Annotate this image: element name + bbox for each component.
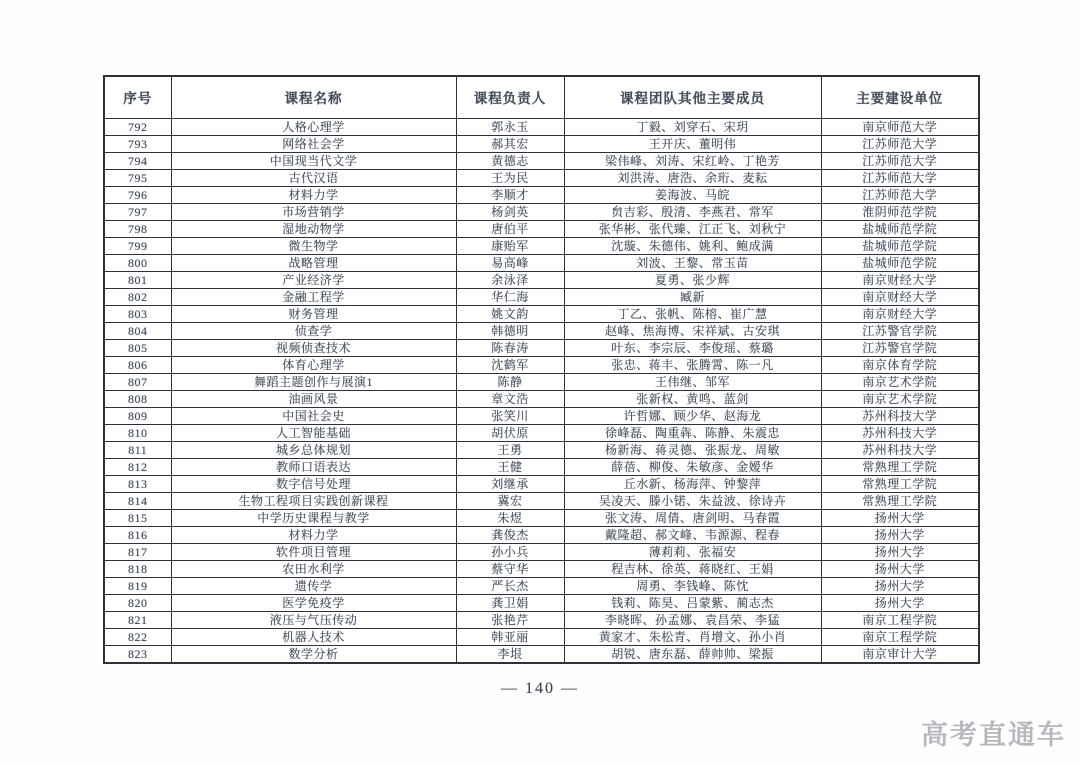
table-row bbox=[104, 169, 979, 186]
cell-course-leader: 余泳泽 bbox=[456, 271, 564, 288]
cell-course-leader: 李顺才 bbox=[456, 186, 564, 203]
cell-building-unit: 江苏师范大学 bbox=[821, 169, 979, 186]
table-row bbox=[104, 254, 979, 271]
table-row bbox=[104, 424, 979, 441]
cell-team-members: 臧新 bbox=[564, 288, 821, 305]
cell-building-unit: 南京财经大学 bbox=[821, 305, 979, 322]
table-row bbox=[104, 577, 979, 594]
cell-course-leader: 陈春涛 bbox=[456, 339, 564, 356]
table-row bbox=[104, 611, 979, 628]
cell-course-name: 城乡总体规划 bbox=[171, 441, 456, 458]
cell-index: 819 bbox=[104, 577, 171, 594]
cell-building-unit: 常熟理工学院 bbox=[821, 475, 979, 492]
cell-building-unit: 江苏警官学院 bbox=[821, 322, 979, 339]
table-row bbox=[104, 373, 979, 390]
cell-team-members: 胡锐、唐东磊、薛帅帅、梁振 bbox=[564, 645, 821, 663]
cell-course-name: 教师口语表达 bbox=[171, 458, 456, 475]
cell-course-leader: 刘继承 bbox=[456, 475, 564, 492]
cell-course-leader: 韩德明 bbox=[456, 322, 564, 339]
cell-course-leader: 郝其宏 bbox=[456, 135, 564, 152]
table-row bbox=[104, 118, 979, 135]
cell-building-unit: 扬州大学 bbox=[821, 577, 979, 594]
table-header-row bbox=[104, 76, 979, 118]
cell-team-members: 许哲娜、顾少华、赵海龙 bbox=[564, 407, 821, 424]
cell-course-name: 中学历史课程与教学 bbox=[171, 509, 456, 526]
cell-course-name: 中国社会史 bbox=[171, 407, 456, 424]
table-row bbox=[104, 628, 979, 645]
cell-building-unit: 南京财经大学 bbox=[821, 271, 979, 288]
cell-course-leader: 龚俊杰 bbox=[456, 526, 564, 543]
cell-course-leader: 康贻军 bbox=[456, 237, 564, 254]
cell-course-name: 农田水利学 bbox=[171, 560, 456, 577]
cell-index: 806 bbox=[104, 356, 171, 373]
cell-team-members: 张华彬、张代臻、江正飞、刘秋宁 bbox=[564, 220, 821, 237]
cell-building-unit: 南京体育学院 bbox=[821, 356, 979, 373]
table-row bbox=[104, 390, 979, 407]
cell-course-leader: 王勇 bbox=[456, 441, 564, 458]
cell-course-name: 人格心理学 bbox=[171, 118, 456, 135]
header-index: 序号 bbox=[104, 76, 171, 118]
cell-index: 815 bbox=[104, 509, 171, 526]
table-row bbox=[104, 458, 979, 475]
cell-course-leader: 姚文韵 bbox=[456, 305, 564, 322]
table-row bbox=[104, 543, 979, 560]
cell-building-unit: 南京工程学院 bbox=[821, 628, 979, 645]
cell-building-unit: 扬州大学 bbox=[821, 594, 979, 611]
cell-course-leader: 杨剑英 bbox=[456, 203, 564, 220]
cell-building-unit: 常熟理工学院 bbox=[821, 458, 979, 475]
cell-course-name: 医学免疫学 bbox=[171, 594, 456, 611]
cell-course-name: 遗传学 bbox=[171, 577, 456, 594]
cell-team-members: 钱莉、陈昊、吕蒙紫、蔺志杰 bbox=[564, 594, 821, 611]
cell-building-unit: 扬州大学 bbox=[821, 526, 979, 543]
cell-course-leader: 章文浩 bbox=[456, 390, 564, 407]
cell-index: 820 bbox=[104, 594, 171, 611]
cell-course-name: 古代汉语 bbox=[171, 169, 456, 186]
cell-index: 802 bbox=[104, 288, 171, 305]
cell-team-members: 薛蓓、柳俊、朱敏彦、金嫒华 bbox=[564, 458, 821, 475]
cell-team-members: 夏勇、张少辉 bbox=[564, 271, 821, 288]
cell-index: 816 bbox=[104, 526, 171, 543]
cell-building-unit: 南京财经大学 bbox=[821, 288, 979, 305]
cell-team-members: 吴凌天、滕小锘、朱益波、徐诗卉 bbox=[564, 492, 821, 509]
cell-index: 812 bbox=[104, 458, 171, 475]
cell-index: 817 bbox=[104, 543, 171, 560]
cell-team-members: 李晓晖、孙孟娜、袁昌荣、李猛 bbox=[564, 611, 821, 628]
table-row bbox=[104, 526, 979, 543]
table-row bbox=[104, 135, 979, 152]
cell-index: 798 bbox=[104, 220, 171, 237]
cell-building-unit: 江苏警官学院 bbox=[821, 339, 979, 356]
cell-course-name: 体育心理学 bbox=[171, 356, 456, 373]
cell-building-unit: 盐城师范学院 bbox=[821, 237, 979, 254]
header-building-unit: 主要建设单位 bbox=[821, 76, 979, 118]
cell-building-unit: 江苏师范大学 bbox=[821, 135, 979, 152]
cell-index: 803 bbox=[104, 305, 171, 322]
cell-course-name: 液压与气压传动 bbox=[171, 611, 456, 628]
table-row bbox=[104, 203, 979, 220]
cell-building-unit: 苏州科技大学 bbox=[821, 424, 979, 441]
table-row bbox=[104, 441, 979, 458]
cell-course-leader: 郭永玉 bbox=[456, 118, 564, 135]
cell-index: 822 bbox=[104, 628, 171, 645]
cell-index: 794 bbox=[104, 152, 171, 169]
cell-course-leader: 张笑川 bbox=[456, 407, 564, 424]
cell-team-members: 张忠、蒋丰、张腾霄、陈一凡 bbox=[564, 356, 821, 373]
cell-building-unit: 苏州科技大学 bbox=[821, 441, 979, 458]
cell-index: 807 bbox=[104, 373, 171, 390]
page-number: — 140 — bbox=[501, 680, 579, 697]
cell-building-unit: 盐城师范学院 bbox=[821, 254, 979, 271]
table-row bbox=[104, 271, 979, 288]
cell-course-leader: 李垠 bbox=[456, 645, 564, 663]
cell-course-name: 数字信号处理 bbox=[171, 475, 456, 492]
cell-building-unit: 常熟理工学院 bbox=[821, 492, 979, 509]
header-course-name: 课程名称 bbox=[171, 76, 456, 118]
cell-building-unit: 扬州大学 bbox=[821, 560, 979, 577]
cell-building-unit: 江苏师范大学 bbox=[821, 186, 979, 203]
cell-team-members: 贠吉彩、殷清、李燕君、常军 bbox=[564, 203, 821, 220]
cell-index: 818 bbox=[104, 560, 171, 577]
cell-course-name: 舞蹈主题创作与展演1 bbox=[171, 373, 456, 390]
cell-team-members: 叶东、李宗辰、李俊瑶、蔡璐 bbox=[564, 339, 821, 356]
table-row bbox=[104, 152, 979, 169]
cell-course-leader: 唐伯平 bbox=[456, 220, 564, 237]
cell-course-name: 油画风景 bbox=[171, 390, 456, 407]
cell-building-unit: 江苏师范大学 bbox=[821, 152, 979, 169]
cell-course-name: 材料力学 bbox=[171, 526, 456, 543]
cell-index: 821 bbox=[104, 611, 171, 628]
cell-team-members: 程吉林、徐英、蒋晓红、王娟 bbox=[564, 560, 821, 577]
cell-index: 800 bbox=[104, 254, 171, 271]
cell-building-unit: 盐城师范学院 bbox=[821, 220, 979, 237]
table-row bbox=[104, 288, 979, 305]
cell-building-unit: 扬州大学 bbox=[821, 543, 979, 560]
cell-course-leader: 严长杰 bbox=[456, 577, 564, 594]
cell-team-members: 丘水新、杨海萍、钟黎萍 bbox=[564, 475, 821, 492]
table-row bbox=[104, 560, 979, 577]
cell-course-leader: 张艳芹 bbox=[456, 611, 564, 628]
cell-index: 814 bbox=[104, 492, 171, 509]
cell-course-name: 软件项目管理 bbox=[171, 543, 456, 560]
table-row bbox=[104, 356, 979, 373]
cell-course-leader: 蔡守华 bbox=[456, 560, 564, 577]
table-row bbox=[104, 475, 979, 492]
cell-course-name: 产业经济学 bbox=[171, 271, 456, 288]
cell-course-name: 视频侦查技术 bbox=[171, 339, 456, 356]
table-row bbox=[104, 305, 979, 322]
cell-index: 793 bbox=[104, 135, 171, 152]
cell-building-unit: 南京工程学院 bbox=[821, 611, 979, 628]
cell-course-name: 机器人技术 bbox=[171, 628, 456, 645]
cell-course-name: 中国现当代文学 bbox=[171, 152, 456, 169]
cell-team-members: 沈璇、朱德伟、姚利、鲍成满 bbox=[564, 237, 821, 254]
cell-team-members: 姜海波、马皖 bbox=[564, 186, 821, 203]
cell-building-unit: 南京审计大学 bbox=[821, 645, 979, 663]
cell-team-members: 王开庆、董明伟 bbox=[564, 135, 821, 152]
cell-course-leader: 孙小兵 bbox=[456, 543, 564, 560]
cell-building-unit: 扬州大学 bbox=[821, 509, 979, 526]
cell-course-leader: 龚卫娟 bbox=[456, 594, 564, 611]
table-row bbox=[104, 339, 979, 356]
cell-team-members: 周勇、李钱峰、陈忱 bbox=[564, 577, 821, 594]
table-row bbox=[104, 407, 979, 424]
cell-team-members: 梁伟峰、刘涛、宋红岭、丁艳芳 bbox=[564, 152, 821, 169]
cell-team-members: 刘波、王黎、常玉苗 bbox=[564, 254, 821, 271]
cell-index: 804 bbox=[104, 322, 171, 339]
cell-index: 823 bbox=[104, 645, 171, 663]
cell-team-members: 薄莉莉、张福安 bbox=[564, 543, 821, 560]
table-row bbox=[104, 594, 979, 611]
cell-course-name: 侦查学 bbox=[171, 322, 456, 339]
cell-building-unit: 南京师范大学 bbox=[821, 118, 979, 135]
cell-index: 797 bbox=[104, 203, 171, 220]
cell-course-name: 财务管理 bbox=[171, 305, 456, 322]
cell-index: 808 bbox=[104, 390, 171, 407]
cell-building-unit: 南京艺术学院 bbox=[821, 390, 979, 407]
cell-team-members: 王伟继、邹军 bbox=[564, 373, 821, 390]
cell-course-leader: 沈鹤军 bbox=[456, 356, 564, 373]
cell-course-leader: 王健 bbox=[456, 458, 564, 475]
cell-course-name: 战略管理 bbox=[171, 254, 456, 271]
cell-team-members: 张文涛、周倩、唐剑明、马春霞 bbox=[564, 509, 821, 526]
cell-building-unit: 南京艺术学院 bbox=[821, 373, 979, 390]
cell-team-members: 戴隆超、郝文峰、韦源源、程春 bbox=[564, 526, 821, 543]
table-row bbox=[104, 645, 979, 663]
cell-index: 795 bbox=[104, 169, 171, 186]
table-row bbox=[104, 509, 979, 526]
cell-index: 796 bbox=[104, 186, 171, 203]
cell-index: 805 bbox=[104, 339, 171, 356]
cell-team-members: 丁乙、张帆、陈榕、崔广慧 bbox=[564, 305, 821, 322]
cell-building-unit: 苏州科技大学 bbox=[821, 407, 979, 424]
course-list-table bbox=[103, 75, 980, 664]
table-row bbox=[104, 220, 979, 237]
cell-team-members: 徐峰磊、陶重犇、陈静、朱震忠 bbox=[564, 424, 821, 441]
cell-course-leader: 朱煜 bbox=[456, 509, 564, 526]
cell-index: 799 bbox=[104, 237, 171, 254]
cell-course-leader: 华仁海 bbox=[456, 288, 564, 305]
cell-course-name: 材料力学 bbox=[171, 186, 456, 203]
cell-index: 811 bbox=[104, 441, 171, 458]
cell-course-name: 人工智能基础 bbox=[171, 424, 456, 441]
cell-course-name: 湿地动物学 bbox=[171, 220, 456, 237]
cell-course-name: 生物工程项目实践创新课程 bbox=[171, 492, 456, 509]
cell-team-members: 刘洪涛、唐浩、余珩、麦耘 bbox=[564, 169, 821, 186]
cell-course-name: 微生物学 bbox=[171, 237, 456, 254]
cell-team-members: 张新权、黄鸣、蓝剑 bbox=[564, 390, 821, 407]
table-row bbox=[104, 186, 979, 203]
watermark-text: 高考直通车 bbox=[921, 720, 1066, 750]
cell-team-members: 杨新海、蒋灵德、张振龙、周敏 bbox=[564, 441, 821, 458]
cell-course-name: 数学分析 bbox=[171, 645, 456, 663]
cell-course-leader: 陈静 bbox=[456, 373, 564, 390]
header-team-members: 课程团队其他主要成员 bbox=[564, 76, 821, 118]
cell-course-name: 市场营销学 bbox=[171, 203, 456, 220]
cell-index: 810 bbox=[104, 424, 171, 441]
cell-course-leader: 胡伏原 bbox=[456, 424, 564, 441]
header-course-leader: 课程负责人 bbox=[456, 76, 564, 118]
cell-course-name: 金融工程学 bbox=[171, 288, 456, 305]
table-row bbox=[104, 322, 979, 339]
cell-index: 813 bbox=[104, 475, 171, 492]
cell-course-leader: 冀宏 bbox=[456, 492, 564, 509]
cell-building-unit: 淮阴师范学院 bbox=[821, 203, 979, 220]
cell-course-leader: 王为民 bbox=[456, 169, 564, 186]
table-row bbox=[104, 492, 979, 509]
table-body bbox=[104, 118, 979, 663]
cell-course-leader: 黄德志 bbox=[456, 152, 564, 169]
cell-index: 801 bbox=[104, 271, 171, 288]
cell-index: 809 bbox=[104, 407, 171, 424]
cell-course-leader: 易高峰 bbox=[456, 254, 564, 271]
cell-course-leader: 韩亚丽 bbox=[456, 628, 564, 645]
cell-team-members: 黄家才、朱松青、肖增文、孙小肖 bbox=[564, 628, 821, 645]
table-row bbox=[104, 237, 979, 254]
cell-course-name: 网络社会学 bbox=[171, 135, 456, 152]
cell-team-members: 丁毅、刘穿石、宋玥 bbox=[564, 118, 821, 135]
cell-team-members: 赵峰、焦海博、宋祥斌、古安琪 bbox=[564, 322, 821, 339]
cell-index: 792 bbox=[104, 118, 171, 135]
